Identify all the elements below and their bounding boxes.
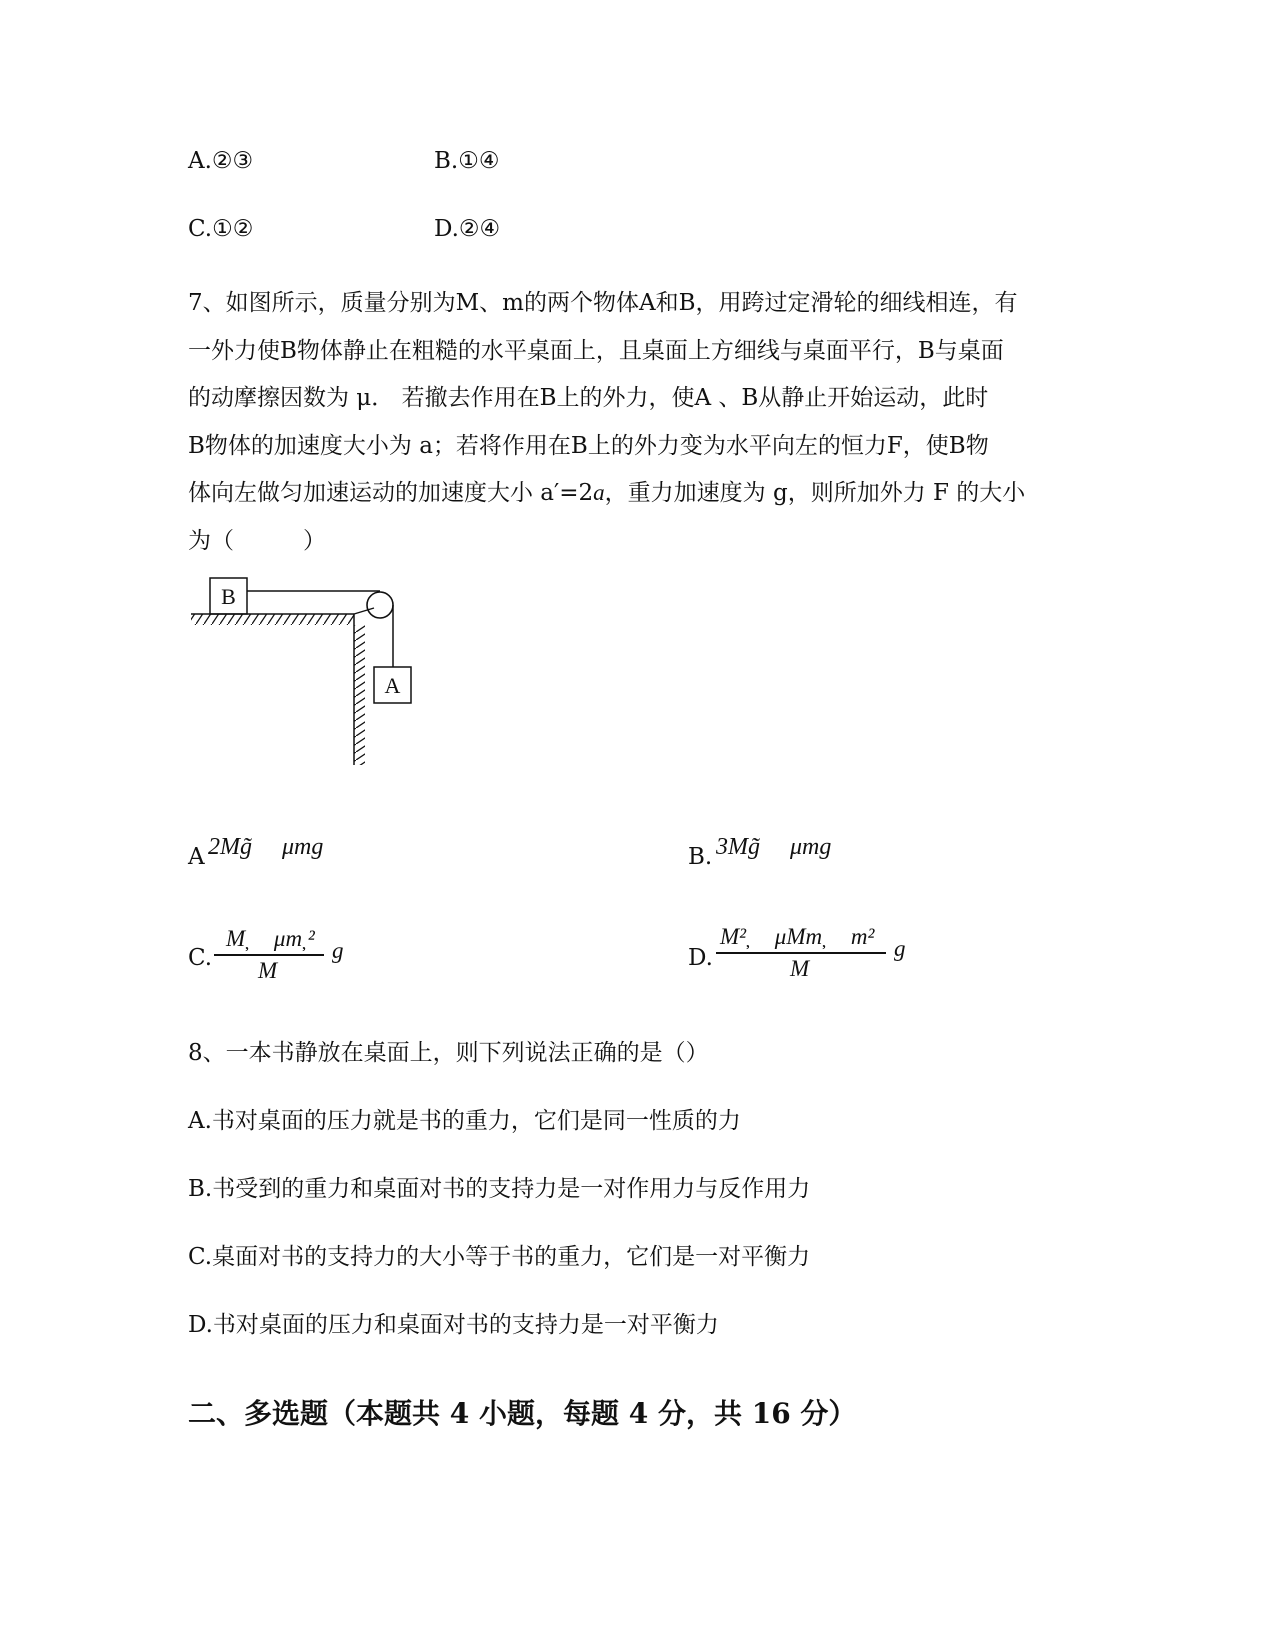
q7-line-3: 的动摩擦因数为 μ． 若撤去作用在B上的外力，使A 、B从静止开始运动，此时 xyxy=(188,385,989,412)
q7-line-5 xyxy=(188,478,1088,526)
q8-stem: 8、一本书静放在桌面上，则下列说法正确的是（） xyxy=(188,1040,709,1066)
q7-option-b-label: B. xyxy=(688,844,713,870)
q8-option-a: A.书对桌面的压力就是书的重力，它们是同一性质的力 xyxy=(188,1108,741,1134)
q7-option-d-fraction-bar xyxy=(716,952,886,954)
q7-line-6: 为（ ） xyxy=(188,527,326,554)
block-b-label: B xyxy=(221,584,236,609)
q7-option-d-denominator: M xyxy=(790,956,810,981)
pulley-diagram xyxy=(188,584,428,814)
q7-option-d-g: g xyxy=(894,936,906,961)
q7-option-c-numerator: M̦ μm̦ ² xyxy=(226,926,315,951)
q8-option-b: B.书受到的重力和桌面对书的支持力是一对作用力与反作用力 xyxy=(188,1176,811,1202)
q7-line-2: 一外力使B物体静止在粗糙的水平桌面上，且桌面上方细线与桌面平行，B与桌面 xyxy=(188,337,1004,364)
q7-option-c-label: C. xyxy=(188,945,213,971)
q7-option-c-denominator: M xyxy=(258,958,278,983)
q7-line-5-before: 体向左做匀加速运动的加速度大小 a′=2 xyxy=(188,480,594,507)
q7-line-5-after: ，重力加速度为 g，则所加外力 F 的大小 xyxy=(604,480,1026,507)
q7-option-d-label: D. xyxy=(688,945,713,971)
q8-option-d: D.书对桌面的压力和桌面对书的支持力是一对平衡力 xyxy=(188,1312,719,1338)
q7-option-c-fraction-bar xyxy=(214,954,324,956)
table-surface xyxy=(191,614,354,625)
q6-option-a: A.②③ xyxy=(188,148,254,174)
pulley-diagram-svg xyxy=(188,584,428,810)
q6-option-d: D.②④ xyxy=(434,216,501,242)
q7-option-a-label: A xyxy=(188,844,205,870)
table-wall xyxy=(354,614,365,765)
section-heading-multiple-choice: 二、多选题（本题共 4 小题，每题 4 分，共 16 分） xyxy=(188,1397,857,1430)
q7-option-c-g: g xyxy=(332,938,344,963)
block-a-label: A xyxy=(384,673,401,698)
pulley xyxy=(367,592,393,618)
q7-line-4: B物体的加速度大小为 a；若将作用在B上的外力变为水平向左的恒力F，使B物 xyxy=(188,432,989,459)
q7-stem xyxy=(188,288,1088,574)
q8-option-c: C.桌面对书的支持力的大小等于书的重力，它们是一对平衡力 xyxy=(188,1244,811,1270)
q6-option-c: C.①② xyxy=(188,216,254,242)
q7-option-b-expr: 3Mg̃ μmg xyxy=(716,834,832,860)
q7-option-a-expr: 2Mg̃ μmg xyxy=(208,834,324,860)
q7-line-5-italic-a: a xyxy=(593,480,605,506)
q6-option-b: B.①④ xyxy=(434,148,500,174)
q7-line-1: 7、如图所示，质量分别为M、m的两个物体A和B，用跨过定滑轮的细线相连，有 xyxy=(188,290,1018,316)
q7-option-d-numerator: M²̦ μMm̦ m² xyxy=(720,924,875,949)
